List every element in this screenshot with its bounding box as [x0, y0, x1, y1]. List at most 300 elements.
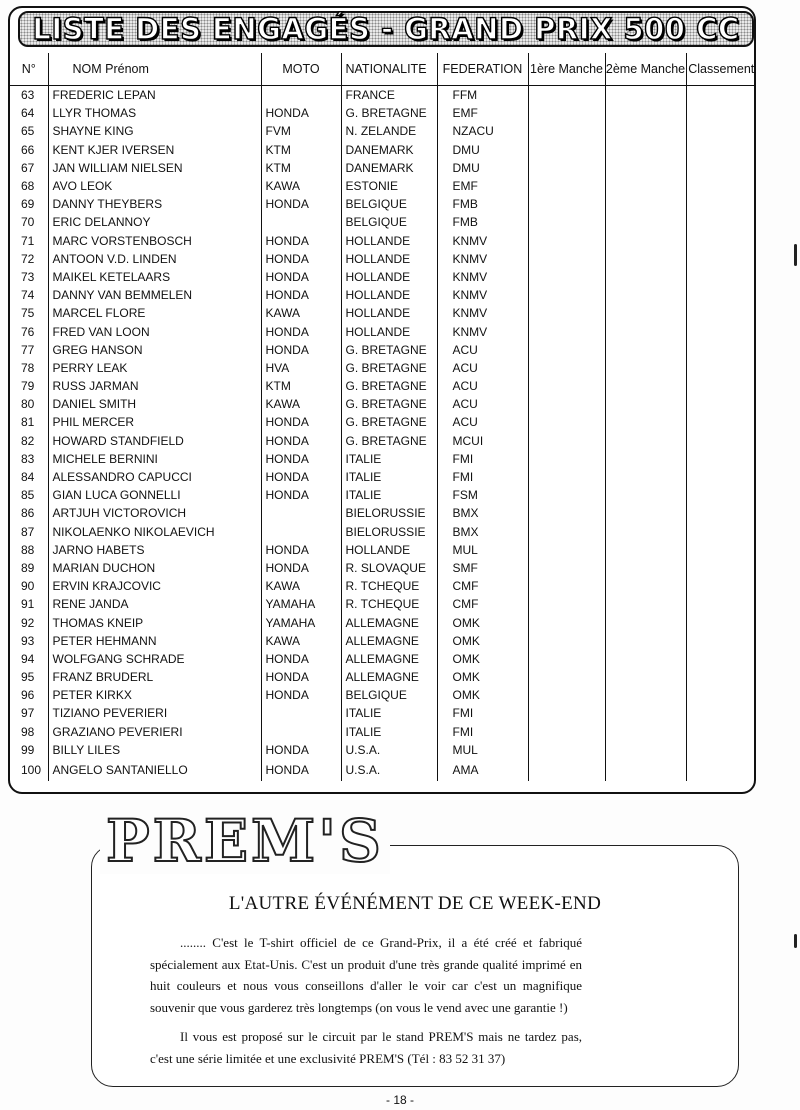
row-name: PHIL MERCER — [48, 413, 261, 431]
row-number: 80 — [21, 397, 35, 412]
table-row — [10, 595, 756, 613]
row-nationality: G. BRETAGNE — [341, 413, 437, 431]
prems-paragraph-2: Il vous est proposé sur le circuit par le stand PREM'S mais ne tardez pas, c'est une série limitée et une exclusivité PREM'S (Tél : 83 52 31 37) — [150, 1029, 582, 1066]
row-classement — [686, 504, 756, 522]
row-nationality: HOLLANDE — [341, 232, 437, 250]
row-manche-1 — [528, 704, 605, 722]
row-manche-1 — [528, 541, 605, 559]
row-number: 94 — [21, 651, 35, 666]
row-nationality: ITALIE — [341, 723, 437, 741]
row-number: 65 — [21, 124, 35, 139]
row-classement — [686, 141, 756, 159]
row-manche-1 — [528, 723, 605, 741]
row-federation: ACU — [437, 377, 528, 395]
row-moto: HONDA — [261, 541, 341, 559]
row-federation: FMB — [437, 195, 528, 213]
row-manche-1 — [528, 232, 605, 250]
row-manche-1 — [528, 577, 605, 595]
row-name: MARC VORSTENBOSCH — [48, 232, 261, 250]
table-row — [10, 341, 756, 359]
row-manche-1 — [528, 322, 605, 340]
table-row — [10, 741, 756, 759]
row-manche-1 — [528, 450, 605, 468]
row-number: 89 — [21, 560, 35, 575]
table-row — [10, 450, 756, 468]
row-name: KENT KJER IVERSEN — [48, 141, 261, 159]
row-manche-2 — [605, 577, 686, 595]
row-manche-1 — [528, 177, 605, 195]
row-moto — [261, 504, 341, 522]
row-name: TIZIANO PEVERIERI — [48, 704, 261, 722]
row-name: AVO LEOK — [48, 177, 261, 195]
row-number: 67 — [21, 160, 35, 175]
row-federation: OMK — [437, 650, 528, 668]
row-federation: FMI — [437, 704, 528, 722]
row-name: ERIC DELANNOY — [48, 213, 261, 231]
row-federation: MUL — [437, 541, 528, 559]
row-manche-1 — [528, 359, 605, 377]
row-moto: HONDA — [261, 686, 341, 704]
row-name: MARCEL FLORE — [48, 304, 261, 322]
row-federation: FMI — [437, 468, 528, 486]
row-name: DANNY THEYBERS — [48, 195, 261, 213]
row-moto: HONDA — [261, 486, 341, 504]
row-moto: HONDA — [261, 322, 341, 340]
row-name: NIKOLAENKO NIKOLAEVICH — [48, 523, 261, 541]
row-nationality: ALLEMAGNE — [341, 650, 437, 668]
scan-edge-mark — [794, 934, 797, 948]
row-name: GIAN LUCA GONNELLI — [48, 486, 261, 504]
row-name: DANIEL SMITH — [48, 395, 261, 413]
list-title: LISTE DES ENGAGÉS - GRAND PRIX 500 CC — [32, 12, 740, 46]
row-nationality: ALLEMAGNE — [341, 632, 437, 650]
row-name: JAN WILLIAM NIELSEN — [48, 159, 261, 177]
row-classement — [686, 359, 756, 377]
table-row — [10, 486, 756, 504]
table-row — [10, 141, 756, 159]
row-number: 74 — [21, 288, 35, 303]
row-classement — [686, 468, 756, 486]
row-classement — [686, 595, 756, 613]
row-federation: ACU — [437, 395, 528, 413]
row-nationality: G. BRETAGNE — [341, 395, 437, 413]
row-classement — [686, 250, 756, 268]
row-classement — [686, 686, 756, 704]
row-name: FRANZ BRUDERL — [48, 668, 261, 686]
row-classement — [686, 159, 756, 177]
row-moto: HONDA — [261, 250, 341, 268]
row-moto: KAWA — [261, 304, 341, 322]
row-manche-1 — [528, 668, 605, 686]
row-manche-2 — [605, 595, 686, 613]
row-manche-1 — [528, 250, 605, 268]
row-manche-1 — [528, 104, 605, 122]
row-classement — [686, 741, 756, 759]
table-row — [10, 577, 756, 595]
row-classement — [686, 577, 756, 595]
row-manche-1 — [528, 632, 605, 650]
header-name: NOM Prénom — [48, 53, 261, 86]
row-nationality: G. BRETAGNE — [341, 377, 437, 395]
row-number: 78 — [21, 360, 35, 375]
table-row — [10, 632, 756, 650]
row-federation: AMA — [437, 759, 528, 781]
row-name: LLYR THOMAS — [48, 104, 261, 122]
table-row — [10, 686, 756, 704]
table-row — [10, 759, 756, 781]
table-row — [10, 704, 756, 722]
row-federation: OMK — [437, 668, 528, 686]
row-federation: FFM — [437, 86, 528, 105]
row-name: PETER KIRKX — [48, 686, 261, 704]
row-nationality: HOLLANDE — [341, 322, 437, 340]
row-number: 77 — [21, 342, 35, 357]
row-name: BILLY LILES — [48, 741, 261, 759]
row-name: DANNY VAN BEMMELEN — [48, 286, 261, 304]
row-nationality: R. TCHEQUE — [341, 577, 437, 595]
table-row — [10, 286, 756, 304]
row-nationality: G. BRETAGNE — [341, 359, 437, 377]
row-number: 75 — [21, 306, 35, 321]
row-name: SHAYNE KING — [48, 122, 261, 140]
table-row — [10, 104, 756, 122]
row-nationality: ALLEMAGNE — [341, 613, 437, 631]
row-classement — [686, 650, 756, 668]
row-moto — [261, 213, 341, 231]
row-number: 88 — [21, 542, 35, 557]
row-moto: HONDA — [261, 286, 341, 304]
row-number: 100 — [21, 762, 42, 777]
table-row — [10, 195, 756, 213]
row-nationality: R. SLOVAQUE — [341, 559, 437, 577]
row-federation: ACU — [437, 341, 528, 359]
row-nationality: HOLLANDE — [341, 304, 437, 322]
row-manche-2 — [605, 141, 686, 159]
row-federation: FMI — [437, 723, 528, 741]
table-row — [10, 359, 756, 377]
row-classement — [686, 432, 756, 450]
row-name: THOMAS KNEIP — [48, 613, 261, 631]
table-row — [10, 395, 756, 413]
row-manche-1 — [528, 686, 605, 704]
row-moto: HVA — [261, 359, 341, 377]
row-moto: YAMAHA — [261, 613, 341, 631]
row-name: GRAZIANO PEVERIERI — [48, 723, 261, 741]
row-federation: MUL — [437, 741, 528, 759]
row-manche-1 — [528, 595, 605, 613]
row-manche-1 — [528, 195, 605, 213]
row-manche-2 — [605, 395, 686, 413]
header-manche-2: 2ème Manche — [605, 53, 686, 86]
row-manche-1 — [528, 559, 605, 577]
row-nationality: U.S.A. — [341, 759, 437, 781]
row-nationality: FRANCE — [341, 86, 437, 105]
row-moto — [261, 704, 341, 722]
row-manche-2 — [605, 468, 686, 486]
row-manche-2 — [605, 232, 686, 250]
entry-table — [10, 53, 756, 781]
row-classement — [686, 213, 756, 231]
row-federation: KNMV — [437, 322, 528, 340]
row-number: 79 — [21, 379, 35, 394]
row-moto: FVM — [261, 122, 341, 140]
table-row — [10, 122, 756, 140]
row-moto: KAWA — [261, 577, 341, 595]
row-manche-2 — [605, 450, 686, 468]
header-nationality: NATIONALITE — [341, 53, 437, 86]
row-classement — [686, 304, 756, 322]
row-manche-1 — [528, 395, 605, 413]
row-name: MARIAN DUCHON — [48, 559, 261, 577]
row-manche-2 — [605, 504, 686, 522]
table-row — [10, 250, 756, 268]
row-manche-2 — [605, 413, 686, 431]
row-classement — [686, 486, 756, 504]
table-row — [10, 377, 756, 395]
row-number: 91 — [21, 597, 35, 612]
row-moto: KTM — [261, 159, 341, 177]
row-classement — [686, 450, 756, 468]
row-manche-1 — [528, 741, 605, 759]
row-manche-1 — [528, 286, 605, 304]
row-federation: MCUI — [437, 432, 528, 450]
row-manche-1 — [528, 650, 605, 668]
row-number: 63 — [21, 88, 35, 103]
row-manche-2 — [605, 159, 686, 177]
row-nationality: G. BRETAGNE — [341, 104, 437, 122]
table-row — [10, 177, 756, 195]
row-moto: HONDA — [261, 232, 341, 250]
row-nationality: DANEMARK — [341, 141, 437, 159]
table-row — [10, 86, 756, 105]
row-manche-2 — [605, 559, 686, 577]
row-number: 64 — [21, 106, 35, 121]
row-manche-2 — [605, 723, 686, 741]
prems-logo: PREM'S — [100, 808, 390, 874]
row-classement — [686, 523, 756, 541]
row-manche-2 — [605, 304, 686, 322]
row-moto: HONDA — [261, 559, 341, 577]
table-row — [10, 213, 756, 231]
row-classement — [686, 286, 756, 304]
row-manche-2 — [605, 704, 686, 722]
row-federation: KNMV — [437, 250, 528, 268]
row-nationality: G. BRETAGNE — [341, 432, 437, 450]
row-number: 71 — [21, 233, 35, 248]
header-federation: FEDERATION — [437, 53, 528, 86]
row-federation: BMX — [437, 504, 528, 522]
row-manche-2 — [605, 250, 686, 268]
row-name: WOLFGANG SCHRADE — [48, 650, 261, 668]
row-name: GREG HANSON — [48, 341, 261, 359]
row-nationality: ITALIE — [341, 450, 437, 468]
row-classement — [686, 232, 756, 250]
prems-paragraph-1: ........ C'est le T-shirt officiel de ce Grand-Prix, il a été créé et fabriqué spécialement aux Etat-Unis. C'est un produit d'une très grande qualité imprimé en huit couleurs et nous vous conseillons d'aller le voir car c'est un magnifique souvenir que vous garderez très longtemps (on vous le vend avec une garantie !) — [150, 935, 582, 1015]
row-moto: KAWA — [261, 177, 341, 195]
entry-rows — [10, 86, 756, 781]
list-title-banner — [18, 11, 754, 47]
row-classement — [686, 632, 756, 650]
row-name: PETER HEHMANN — [48, 632, 261, 650]
table-row — [10, 322, 756, 340]
row-manche-1 — [528, 759, 605, 781]
row-manche-1 — [528, 486, 605, 504]
row-manche-2 — [605, 613, 686, 631]
row-moto: HONDA — [261, 413, 341, 431]
table-row — [10, 304, 756, 322]
table-row — [10, 541, 756, 559]
row-manche-2 — [605, 104, 686, 122]
row-moto: HONDA — [261, 741, 341, 759]
row-manche-2 — [605, 286, 686, 304]
row-manche-1 — [528, 523, 605, 541]
table-row — [10, 468, 756, 486]
row-name: ANTOON V.D. LINDEN — [48, 250, 261, 268]
row-federation: KNMV — [437, 286, 528, 304]
row-number: 73 — [21, 269, 35, 284]
row-manche-1 — [528, 213, 605, 231]
row-name: RUSS JARMAN — [48, 377, 261, 395]
row-classement — [686, 668, 756, 686]
table-row — [10, 668, 756, 686]
row-name: ALESSANDRO CAPUCCI — [48, 468, 261, 486]
row-classement — [686, 413, 756, 431]
row-number: 98 — [21, 724, 35, 739]
row-federation: ACU — [437, 413, 528, 431]
row-moto: KTM — [261, 377, 341, 395]
row-classement — [686, 704, 756, 722]
row-moto: HONDA — [261, 341, 341, 359]
row-nationality: ESTONIE — [341, 177, 437, 195]
row-number: 76 — [21, 324, 35, 339]
row-classement — [686, 395, 756, 413]
row-manche-1 — [528, 413, 605, 431]
row-classement — [686, 559, 756, 577]
row-federation: FSM — [437, 486, 528, 504]
row-federation: CMF — [437, 595, 528, 613]
row-manche-1 — [528, 122, 605, 140]
row-federation: OMK — [437, 686, 528, 704]
row-federation: OMK — [437, 613, 528, 631]
row-manche-2 — [605, 195, 686, 213]
row-manche-1 — [528, 341, 605, 359]
row-manche-1 — [528, 468, 605, 486]
row-nationality: HOLLANDE — [341, 268, 437, 286]
row-manche-1 — [528, 304, 605, 322]
table-row — [10, 159, 756, 177]
row-number: 93 — [21, 633, 35, 648]
table-row — [10, 523, 756, 541]
row-manche-1 — [528, 159, 605, 177]
row-manche-2 — [605, 759, 686, 781]
row-manche-2 — [605, 741, 686, 759]
row-number: 86 — [21, 506, 35, 521]
row-nationality: HOLLANDE — [341, 286, 437, 304]
row-nationality: N. ZELANDE — [341, 122, 437, 140]
row-manche-2 — [605, 341, 686, 359]
table-row — [10, 268, 756, 286]
row-name: JARNO HABETS — [48, 541, 261, 559]
row-manche-1 — [528, 432, 605, 450]
row-nationality: BIELORUSSIE — [341, 504, 437, 522]
table-row — [10, 559, 756, 577]
row-name: PERRY LEAK — [48, 359, 261, 377]
row-moto: HONDA — [261, 195, 341, 213]
row-manche-2 — [605, 541, 686, 559]
row-manche-2 — [605, 686, 686, 704]
row-name: HOWARD STANDFIELD — [48, 432, 261, 450]
row-federation: CMF — [437, 577, 528, 595]
row-number: 83 — [21, 451, 35, 466]
table-header-row — [10, 53, 756, 86]
row-manche-2 — [605, 213, 686, 231]
row-moto: HONDA — [261, 759, 341, 781]
row-name: ERVIN KRAJCOVIC — [48, 577, 261, 595]
row-name: MAIKEL KETELAARS — [48, 268, 261, 286]
row-name: FREDERIC LEPAN — [48, 86, 261, 105]
row-manche-2 — [605, 86, 686, 105]
row-classement — [686, 541, 756, 559]
header-classement: Classement — [686, 53, 756, 86]
row-number: 84 — [21, 470, 35, 485]
row-federation: DMU — [437, 141, 528, 159]
row-number: 69 — [21, 197, 35, 212]
row-federation: OMK — [437, 632, 528, 650]
row-moto: HONDA — [261, 468, 341, 486]
row-nationality: DANEMARK — [341, 159, 437, 177]
row-federation: KNMV — [437, 232, 528, 250]
row-manche-2 — [605, 177, 686, 195]
table-row — [10, 723, 756, 741]
row-moto: KAWA — [261, 395, 341, 413]
row-classement — [686, 268, 756, 286]
row-classement — [686, 759, 756, 781]
row-manche-2 — [605, 668, 686, 686]
row-name: ANGELO SANTANIELLO — [48, 759, 261, 781]
row-number: 70 — [21, 215, 35, 230]
row-manche-2 — [605, 359, 686, 377]
row-manche-1 — [528, 377, 605, 395]
row-nationality: ITALIE — [341, 704, 437, 722]
row-manche-1 — [528, 613, 605, 631]
row-moto: HONDA — [261, 450, 341, 468]
header-moto: MOTO — [261, 53, 341, 86]
row-manche-2 — [605, 650, 686, 668]
row-number: 85 — [21, 488, 35, 503]
row-moto: HONDA — [261, 650, 341, 668]
row-number: 87 — [21, 524, 35, 539]
row-manche-1 — [528, 268, 605, 286]
scan-edge-mark — [794, 244, 797, 266]
table-row — [10, 232, 756, 250]
row-manche-1 — [528, 504, 605, 522]
header-manche-1: 1ère Manche — [528, 53, 605, 86]
row-number: 66 — [21, 142, 35, 157]
row-moto: KTM — [261, 141, 341, 159]
row-name: ARTJUH VICTOROVICH — [48, 504, 261, 522]
row-federation: KNMV — [437, 304, 528, 322]
row-manche-1 — [528, 141, 605, 159]
row-moto: HONDA — [261, 104, 341, 122]
row-federation: NZACU — [437, 122, 528, 140]
row-classement — [686, 122, 756, 140]
table-row — [10, 650, 756, 668]
table-row — [10, 413, 756, 431]
row-nationality: BELGIQUE — [341, 213, 437, 231]
row-moto: KAWA — [261, 632, 341, 650]
page-number: - 18 - — [385, 1093, 414, 1107]
row-federation: FMB — [437, 213, 528, 231]
